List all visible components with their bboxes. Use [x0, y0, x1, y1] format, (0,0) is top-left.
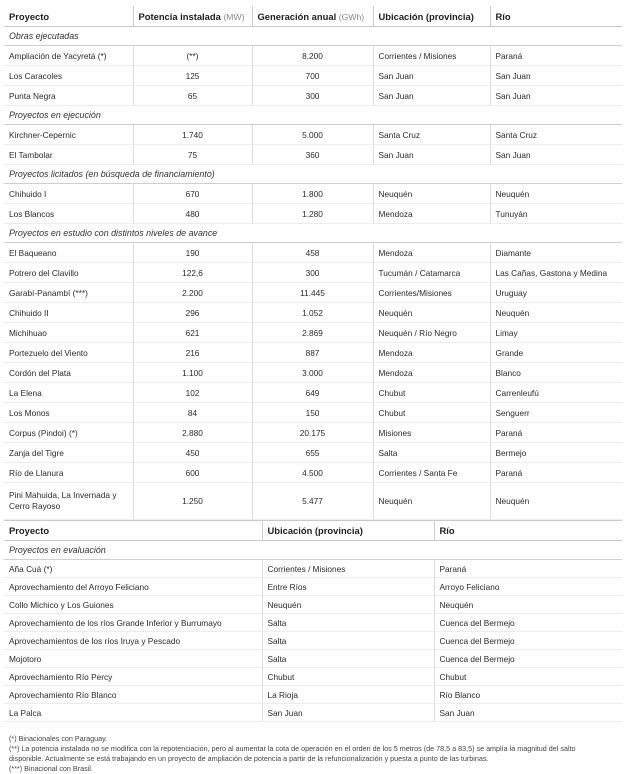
cell-proyecto: Aprovechamiento Río Percy	[4, 668, 262, 686]
header-potencia-unit: (MW)	[223, 11, 245, 22]
cell-rio: Cuenca del Bermejo	[434, 650, 622, 668]
cell-proyecto: Potrero del Clavillo	[4, 263, 133, 283]
section-title: Proyectos en evaluación	[4, 541, 622, 560]
cell-proyecto: Chihuido I	[4, 184, 133, 204]
cell-rio: Grande	[490, 343, 622, 363]
cell-rio: Paraná	[490, 423, 622, 443]
cell-potencia: 1.100	[133, 363, 252, 383]
section-title: Proyectos en ejecución	[4, 106, 622, 125]
document	[4, 6, 622, 774]
cell-ubicacion: La Rioja	[262, 686, 434, 704]
table-row	[4, 632, 622, 650]
table-row	[4, 66, 622, 86]
cell-ubicacion: Salta	[262, 632, 434, 650]
cell-proyecto: Punta Negra	[4, 86, 133, 106]
cell-proyecto: El Baqueano	[4, 243, 133, 263]
cell-generacion: 458	[252, 243, 373, 263]
table-row	[4, 423, 622, 443]
table-row	[4, 614, 622, 632]
section-header	[4, 27, 622, 46]
cell-proyecto: Mojotoro	[4, 650, 262, 668]
cell-rio: San Juan	[490, 86, 622, 106]
table-row	[4, 560, 622, 578]
header-ubicacion: Ubicación (provincia)	[262, 521, 434, 541]
cell-generacion: 20.175	[252, 423, 373, 443]
cell-potencia: 670	[133, 184, 252, 204]
cell-ubicacion: Misiones	[373, 423, 490, 443]
cell-proyecto: Aña Cuá (*)	[4, 560, 262, 578]
cell-generacion: 655	[252, 443, 373, 463]
cell-proyecto: Los Monos	[4, 403, 133, 423]
cell-potencia: 125	[133, 66, 252, 86]
table-row	[4, 686, 622, 704]
cell-potencia: 1.250	[133, 483, 252, 520]
footnote: (**) La potencia instalada no se modifica con la repotenciación, pero al aumentar la cota de operación en el orden de los 5 metros (de 78,5 a 83,5) se amplía la magnitud del salto disponible. Actualmente se está trabajando en un proyecto de ampliación de potencia a partir de la refuncionalización y puesta a punto de las turbinas.	[9, 744, 576, 763]
cell-potencia: 600	[133, 463, 252, 483]
cell-generacion: 1.800	[252, 184, 373, 204]
cell-ubicacion: Salta	[262, 614, 434, 632]
table-row	[4, 596, 622, 614]
header-proyecto: Proyecto	[4, 521, 262, 541]
cell-rio: Paraná	[434, 560, 622, 578]
header-potencia	[133, 6, 252, 27]
cell-rio: Neuquén	[490, 303, 622, 323]
table-row	[4, 443, 622, 463]
cell-ubicacion: Chubut	[262, 668, 434, 686]
header-rio: Río	[434, 521, 622, 541]
cell-potencia: 296	[133, 303, 252, 323]
cell-proyecto: Río de Llanura	[4, 463, 133, 483]
cell-ubicacion: Tucumán / Catamarca	[373, 263, 490, 283]
cell-rio: Santa Cruz	[490, 125, 622, 145]
table-row	[4, 383, 622, 403]
cell-rio: Carrenleufú	[490, 383, 622, 403]
cell-ubicacion: Santa Cruz	[373, 125, 490, 145]
cell-proyecto: Pini Mahuida, La Invernada y Cerro Rayoso	[4, 483, 133, 520]
cell-potencia: 2.880	[133, 423, 252, 443]
table-header-row	[4, 6, 622, 27]
evaluation-table	[4, 520, 622, 722]
header-generacion	[252, 6, 373, 27]
evaluation-table-body	[4, 541, 622, 722]
table-row	[4, 145, 622, 165]
cell-ubicacion: Mendoza	[373, 363, 490, 383]
projects-table-body	[4, 27, 622, 520]
cell-rio: Blanco	[490, 363, 622, 383]
projects-table	[4, 6, 622, 520]
cell-rio: Paraná	[490, 46, 622, 66]
cell-rio: Neuquén	[490, 483, 622, 520]
table-row	[4, 184, 622, 204]
cell-proyecto: Chihuido II	[4, 303, 133, 323]
cell-ubicacion: San Juan	[373, 86, 490, 106]
cell-generacion: 300	[252, 263, 373, 283]
cell-ubicacion: Corrientes/Misiones	[373, 283, 490, 303]
cell-ubicacion: Mendoza	[373, 343, 490, 363]
cell-rio: Senguerr	[490, 403, 622, 423]
cell-generacion: 649	[252, 383, 373, 403]
section-title: Proyectos en estudio con distintos niveles de avance	[4, 224, 622, 243]
section-title: Proyectos licitados (en búsqueda de financiamiento)	[4, 165, 622, 184]
cell-ubicacion: Salta	[262, 650, 434, 668]
cell-generacion: 300	[252, 86, 373, 106]
cell-generacion: 5.477	[252, 483, 373, 520]
cell-rio: Cuenca del Bermejo	[434, 632, 622, 650]
cell-proyecto: Los Blancos	[4, 204, 133, 224]
table-row	[4, 650, 622, 668]
footnotes	[4, 734, 609, 774]
cell-ubicacion: Neuquén	[262, 596, 434, 614]
cell-rio: Uruguay	[490, 283, 622, 303]
cell-potencia: 216	[133, 343, 252, 363]
table-row	[4, 263, 622, 283]
cell-rio: Arroyo Feliciano	[434, 578, 622, 596]
cell-ubicacion: Mendoza	[373, 243, 490, 263]
cell-rio: Paraná	[490, 463, 622, 483]
cell-proyecto: La Elena	[4, 383, 133, 403]
cell-ubicacion: Entre Ríos	[262, 578, 434, 596]
cell-proyecto: Corpus (Pindoi) (*)	[4, 423, 133, 443]
table-row	[4, 303, 622, 323]
footnote: (*) Binacionales con Paraguay.	[9, 734, 108, 743]
cell-generacion: 360	[252, 145, 373, 165]
cell-potencia: (**)	[133, 46, 252, 66]
cell-proyecto: Los Caracoles	[4, 66, 133, 86]
cell-proyecto: Aprovechamiento de los ríos Grande Inferior y Burrumayo	[4, 614, 262, 632]
cell-generacion: 1.280	[252, 204, 373, 224]
cell-proyecto: El Tambolar	[4, 145, 133, 165]
cell-generacion: 11.445	[252, 283, 373, 303]
table-row	[4, 343, 622, 363]
cell-ubicacion: San Juan	[262, 704, 434, 722]
table-row	[4, 125, 622, 145]
table-row	[4, 403, 622, 423]
cell-rio: Río Blanco	[434, 686, 622, 704]
table-row	[4, 668, 622, 686]
cell-ubicacion: Neuquén / Río Negro	[373, 323, 490, 343]
cell-generacion: 3.000	[252, 363, 373, 383]
section-header	[4, 106, 622, 125]
cell-potencia: 480	[133, 204, 252, 224]
cell-ubicacion: Neuquén	[373, 184, 490, 204]
cell-ubicacion: Corrientes / Misiones	[262, 560, 434, 578]
cell-ubicacion: Neuquén	[373, 303, 490, 323]
cell-potencia: 84	[133, 403, 252, 423]
cell-proyecto: Aprovechamiento del Arroyo Feliciano	[4, 578, 262, 596]
cell-ubicacion: Mendoza	[373, 204, 490, 224]
cell-potencia: 621	[133, 323, 252, 343]
cell-rio: San Juan	[490, 145, 622, 165]
cell-rio: Las Cañas, Gastona y Medina	[490, 263, 622, 283]
cell-proyecto: Collo Michico y Los Guiones	[4, 596, 262, 614]
table-row	[4, 283, 622, 303]
section-title: Obras ejecutadas	[4, 27, 622, 46]
cell-generacion: 150	[252, 403, 373, 423]
cell-potencia: 75	[133, 145, 252, 165]
cell-proyecto: Portezuelo del Viento	[4, 343, 133, 363]
cell-generacion: 887	[252, 343, 373, 363]
cell-potencia: 2.200	[133, 283, 252, 303]
cell-rio: Cuenca del Bermejo	[434, 614, 622, 632]
header-generacion-unit: (GWh)	[338, 11, 365, 22]
cell-proyecto: Garabí-Panambí (***)	[4, 283, 133, 303]
cell-rio: Limay	[490, 323, 622, 343]
section-header	[4, 541, 622, 560]
cell-rio: Neuquén	[434, 596, 622, 614]
header-rio: Río	[490, 6, 622, 27]
section-header	[4, 165, 622, 184]
cell-ubicacion: San Juan	[373, 145, 490, 165]
cell-ubicacion: Neuquén	[373, 483, 490, 520]
table-row	[4, 363, 622, 383]
cell-proyecto: Ampliación de Yacyretá (*)	[4, 46, 133, 66]
cell-generacion: 5.000	[252, 125, 373, 145]
cell-rio: Chubut	[434, 668, 622, 686]
cell-ubicacion: Corrientes / Misiones	[373, 46, 490, 66]
cell-potencia: 122,6	[133, 263, 252, 283]
cell-ubicacion: Chubut	[373, 383, 490, 403]
table-row	[4, 46, 622, 66]
cell-ubicacion: Salta	[373, 443, 490, 463]
cell-proyecto: Aprovechamientos de los ríos Iruya y Pescado	[4, 632, 262, 650]
cell-ubicacion: San Juan	[373, 66, 490, 86]
cell-proyecto: La Palca	[4, 704, 262, 722]
cell-ubicacion: Corrientes / Santa Fe	[373, 463, 490, 483]
footnote: (***) Binacional con Brasil.	[9, 764, 93, 773]
table-row	[4, 323, 622, 343]
cell-proyecto: Zanja del Tigre	[4, 443, 133, 463]
table-row	[4, 243, 622, 263]
cell-generacion: 700	[252, 66, 373, 86]
cell-potencia: 190	[133, 243, 252, 263]
cell-rio: Tunuyán	[490, 204, 622, 224]
section-header	[4, 224, 622, 243]
header-ubicacion: Ubicación (provincia)	[373, 6, 490, 27]
header-generacion-label: Generación anual	[257, 10, 337, 22]
cell-generacion: 4.500	[252, 463, 373, 483]
cell-potencia: 102	[133, 383, 252, 403]
table-row	[4, 704, 622, 722]
table-row	[4, 204, 622, 224]
table-row	[4, 463, 622, 483]
cell-generacion: 2.869	[252, 323, 373, 343]
cell-ubicacion: Chubut	[373, 403, 490, 423]
cell-potencia: 65	[133, 86, 252, 106]
table-row	[4, 578, 622, 596]
cell-rio: Neuquén	[490, 184, 622, 204]
header-proyecto: Proyecto	[4, 6, 133, 27]
cell-rio: San Juan	[490, 66, 622, 86]
cell-rio: San Juan	[434, 704, 622, 722]
cell-proyecto: Aprovechamiento Río Blanco	[4, 686, 262, 704]
table-row	[4, 483, 622, 520]
cell-potencia: 1.740	[133, 125, 252, 145]
cell-proyecto: Cordón del Plata	[4, 363, 133, 383]
table-row	[4, 86, 622, 106]
cell-proyecto: Kirchner-Cepernic	[4, 125, 133, 145]
cell-rio: Bermejo	[490, 443, 622, 463]
header-potencia-label: Potencia instalada	[138, 10, 221, 22]
cell-rio: Diamante	[490, 243, 622, 263]
cell-proyecto: Michihuao	[4, 323, 133, 343]
cell-generacion: 8.200	[252, 46, 373, 66]
cell-potencia: 450	[133, 443, 252, 463]
cell-generacion: 1.052	[252, 303, 373, 323]
table-header-row	[4, 521, 622, 541]
